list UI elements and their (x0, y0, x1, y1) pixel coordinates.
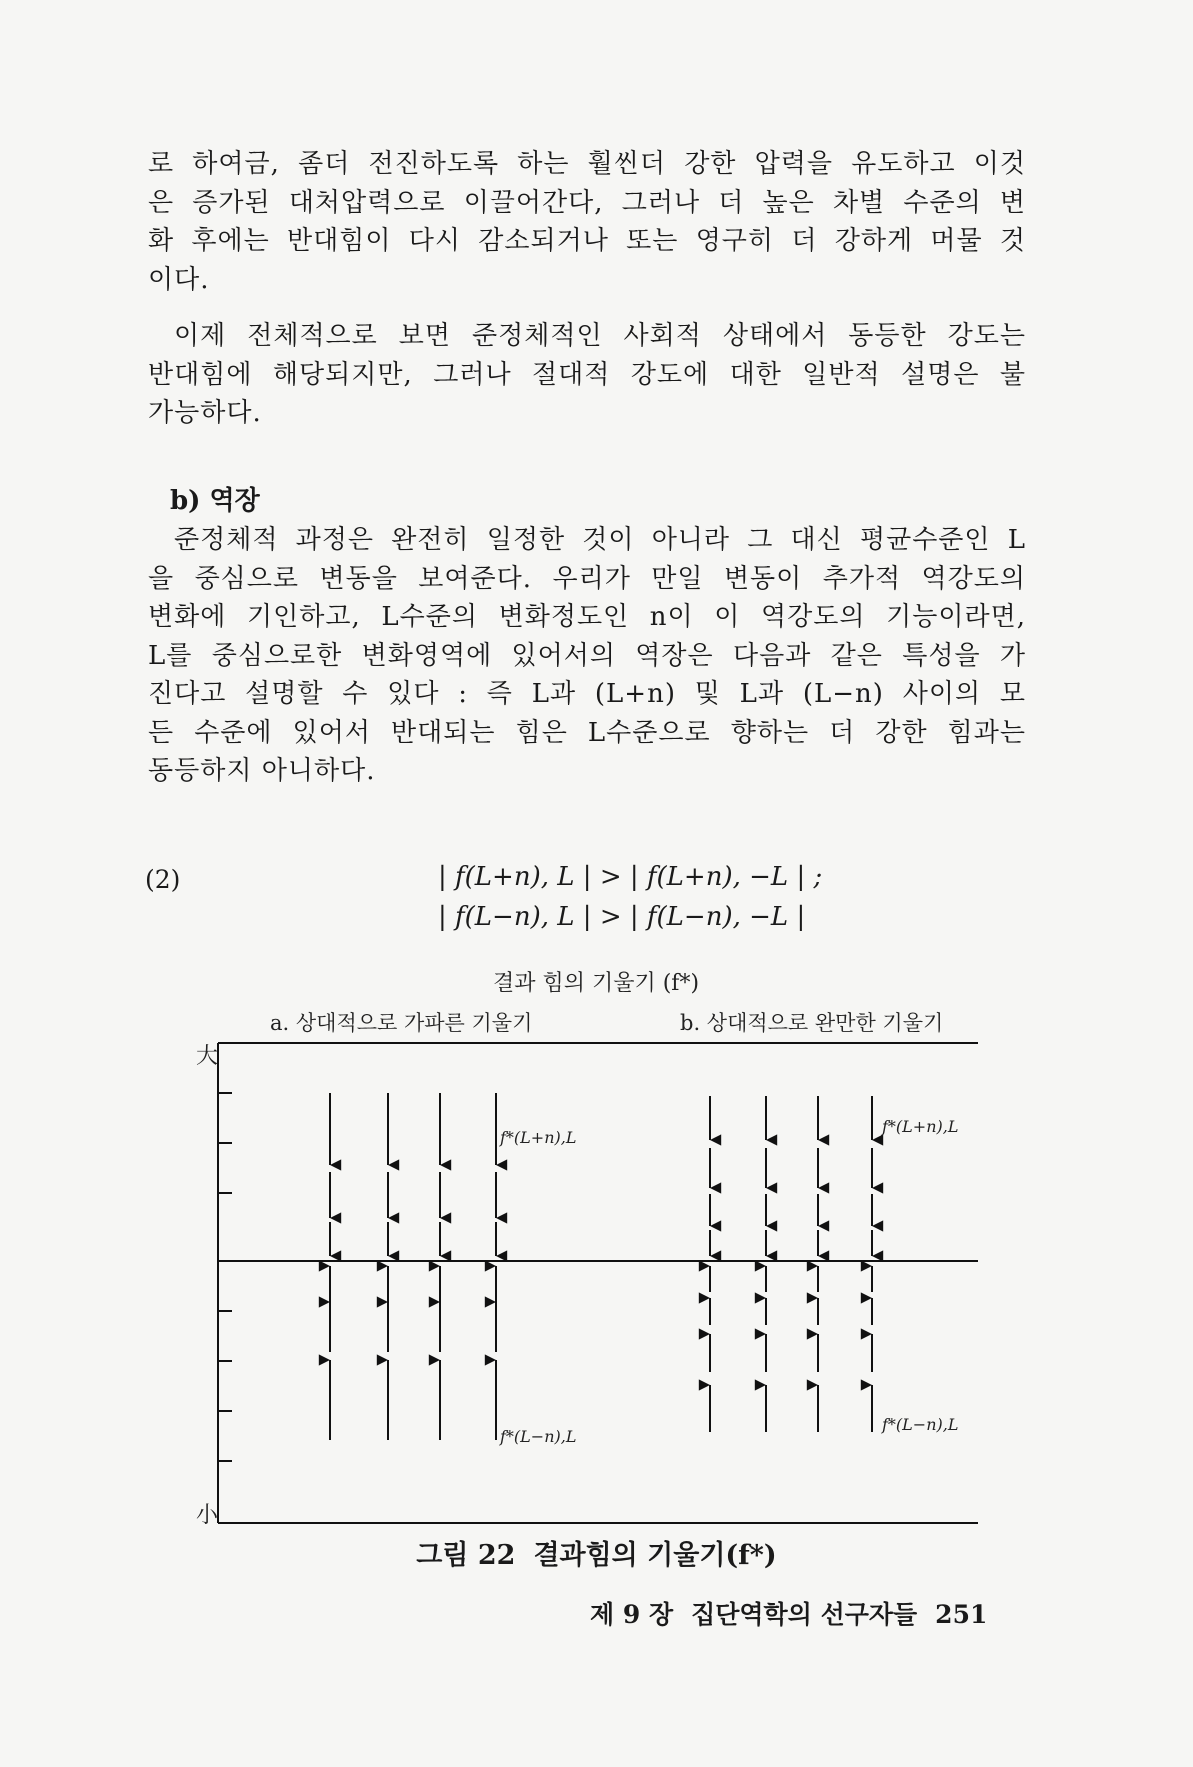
text-line: 이제 전체적으로 보면 준정체적인 사회적 상태에서 동등한 강도는 (174, 321, 1026, 351)
text-line: 가능하다. (148, 398, 262, 428)
y-axis-ticks (218, 1093, 232, 1461)
equation-line-1: | f(L+n), L | > | f(L+n), −L | ; (438, 862, 823, 892)
footer-title: 집단역학의 선구자들 (691, 1600, 918, 1629)
caption-label: 그림 22 (416, 1540, 516, 1571)
panel-b-label: b. 상대적으로 완만한 기울기 (680, 1011, 944, 1035)
text-line: 반대힘에 해당되지만, 그러나 절대적 강도에 대한 일반적 설명은 불 (148, 359, 1026, 390)
text-line: 을 중심으로 변동을 보여준다. 우리가 만일 변동이 추가적 역강도의 (148, 563, 1026, 594)
caption-text: 결과힘의 기울기(f*) (533, 1540, 777, 1571)
section-heading: b) 역장 (170, 486, 260, 516)
footer-chapter: 제 9 장 (590, 1600, 674, 1629)
figure-title: 결과 힘의 기울기 (f*) (492, 971, 700, 996)
text-line: 동등하지 아니하다. (148, 756, 376, 786)
text-line: 준정체적 과정은 완전히 일정한 것이 아니라 그 대신 평균수준인 L (174, 525, 1026, 555)
force-label-lower-a: f*(L−n),L (500, 1427, 577, 1446)
equation-number: (2) (145, 865, 181, 894)
text-line: 화 후에는 반대힘이 다시 감소되거나 또는 영구히 더 강하게 머물 것 (148, 226, 1026, 256)
text-line: L를 중심으로한 변화영역에 있어서의 역장은 다음과 같은 특성을 가 (148, 640, 1026, 671)
y-axis-top-label: 大 (196, 1044, 219, 1069)
equation-line-2: | f(L−n), L | > | f(L−n), −L | (438, 902, 806, 932)
text-line: 진다고 설명할 수 있다 : 즉 L과 (L+n) 및 L과 (L−n) 사이의 모 (148, 679, 1026, 709)
force-label-upper-a: f*(L+n),L (500, 1128, 577, 1147)
force-label-lower-b: f*(L−n),L (882, 1415, 959, 1434)
text-line: 은 증가된 대처압력으로 이끌어간다, 그러나 더 높은 차별 수준의 변 (148, 187, 1026, 218)
figure-caption (0, 1533, 1193, 1572)
page-number: 251 (935, 1600, 988, 1629)
text-line: 변화에 기인하고, L수준의 변화정도인 n이 이 역강도의 기능이라면, (148, 602, 1026, 632)
force-label-upper-b: f*(L+n),L (882, 1117, 959, 1136)
panel-a-arrows (330, 1093, 496, 1440)
text-line: 이다. (148, 264, 210, 295)
text-line: 로 하여금, 좀더 전진하도록 하는 훨씬더 강한 압력을 유도하고 이것 (148, 149, 1026, 179)
panel-a-label: a. 상대적으로 가파른 기울기 (270, 1011, 533, 1035)
y-axis-bottom-label: 小 (196, 1503, 219, 1528)
panel-b-arrows (710, 1096, 872, 1432)
running-footer (590, 1595, 1005, 1631)
text-line: 든 수준에 있어서 반대되는 힘은 L수준으로 향하는 더 강한 힘과는 (148, 717, 1026, 748)
